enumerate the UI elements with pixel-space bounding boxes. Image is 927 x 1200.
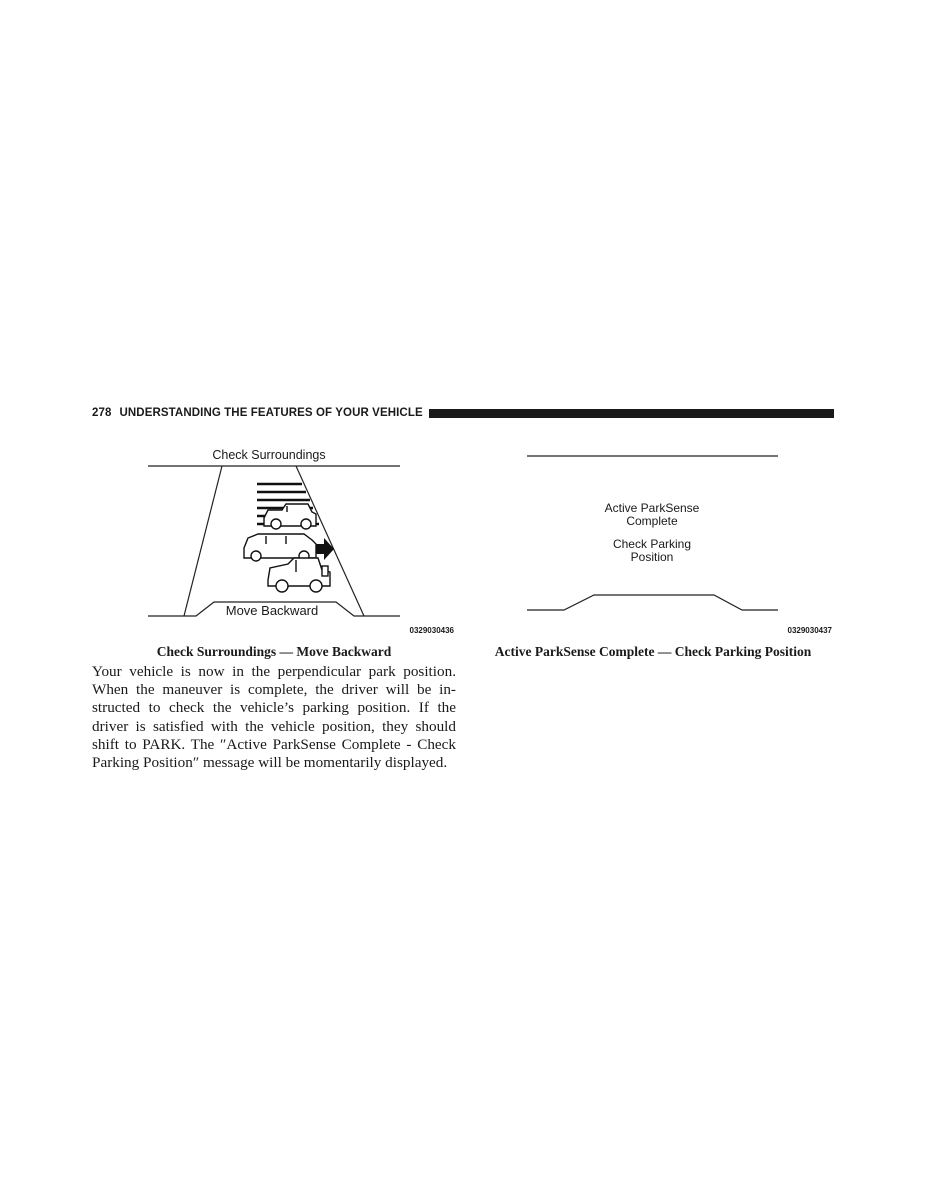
figure-check-surroundings <box>140 440 458 640</box>
header-bar <box>429 409 834 418</box>
arrow-right-icon <box>316 538 334 560</box>
label-move-backward: Move Backward <box>225 603 319 618</box>
text-line: shift to PARK. The ″Active ParkSense Complete - Check <box>92 735 456 753</box>
car-icon <box>244 534 316 561</box>
page-number: 278 <box>92 407 112 419</box>
text-line: Parking Position″ message will be momentarily displayed. <box>92 754 448 772</box>
msg-line2: Complete <box>626 514 678 528</box>
text-line: structed to check the vehicle’s parking position. If the <box>92 699 456 717</box>
label-check-surroundings: Check Surroundings <box>212 448 326 462</box>
figure-id: 0329030436 <box>409 626 454 635</box>
text-line: When the maneuver is complete, the driver will be in- <box>92 681 456 699</box>
text-line: Your vehicle is now in the perpendicular park position. <box>92 663 456 680</box>
caption-right: Active ParkSense Complete — Check Parking Position <box>494 644 812 659</box>
figure-id: 0329030437 <box>787 626 832 635</box>
msg-line1: Active ParkSense <box>604 501 700 515</box>
section-title: UNDERSTANDING THE FEATURES OF YOUR VEHICLE <box>119 407 423 419</box>
car-icon <box>268 558 330 592</box>
body-paragraph <box>92 663 456 772</box>
parksense-display <box>520 446 836 640</box>
parking-illustration <box>140 440 458 640</box>
header-text <box>92 407 423 419</box>
msg-line3: Check Parking <box>612 537 692 551</box>
page-header <box>92 405 834 421</box>
figure-active-parksense <box>520 446 836 640</box>
caption-left: Check Surroundings — Move Backward <box>156 644 392 659</box>
msg-line4: Position <box>630 550 674 564</box>
text-line: driver is satisfied with the vehicle position, they should <box>92 717 456 735</box>
